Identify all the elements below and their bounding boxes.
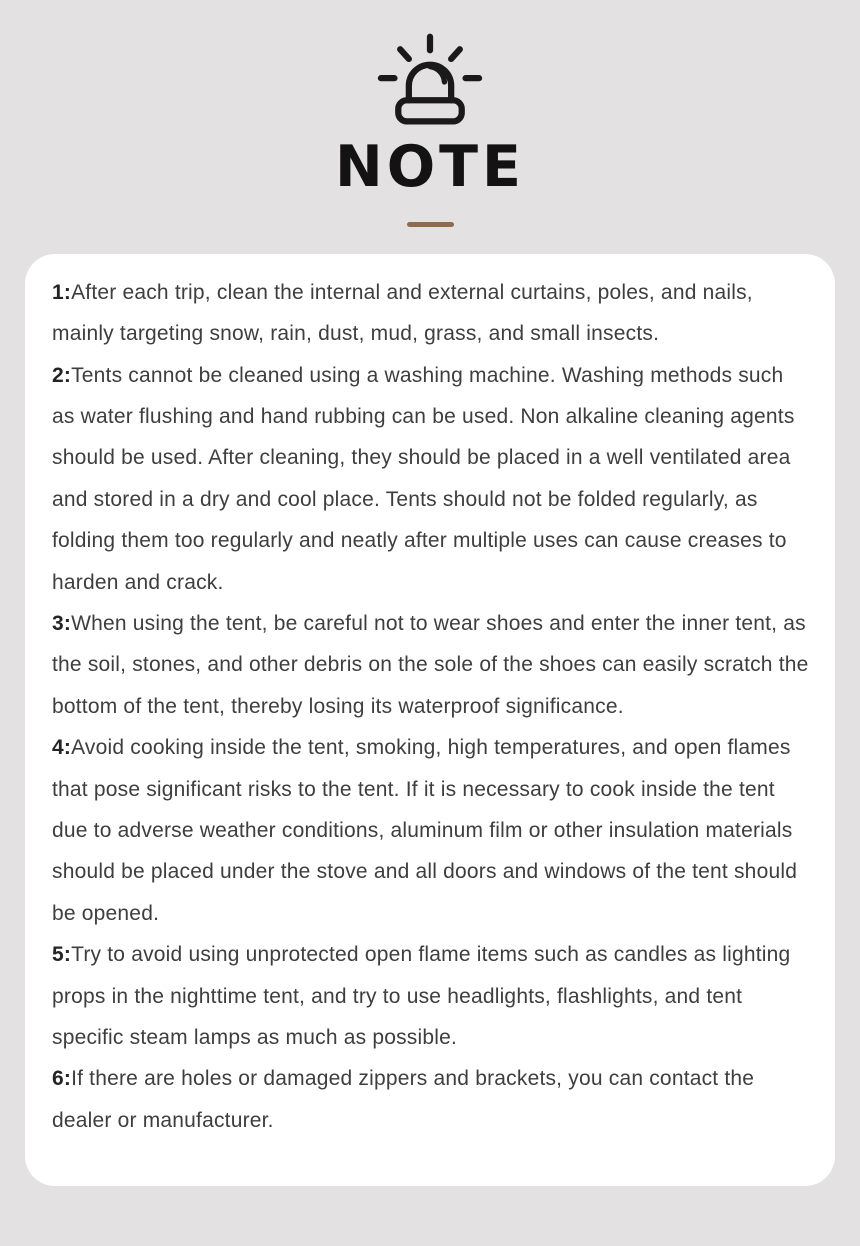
page-title: NOTE: [335, 134, 525, 200]
note-text: Tents cannot be cleaned using a washing machine. Washing methods such as water flushing and hand rubbing can be used. Non alkaline cleaning agents should be used. After cleaning, they should be placed in a well ventilated area and stored in a dry and cool place. Tents should not be folded regularly, as folding them too regularly and neatly after multiple uses can cause creases to harden and crack.: [52, 363, 795, 594]
note-number: 6:: [52, 1067, 72, 1091]
note-text: Avoid cooking inside the tent, smoking, high temperatures, and open flames that pose significant risks to the tent. If it is necessary to cook inside the tent due to adverse weather conditions, aluminum film or other insulation materials should be placed under the stove and all doors and windows of the tent should be opened.: [52, 736, 798, 925]
note-item-1: [52, 272, 809, 355]
note-text: When using the tent, be careful not to wear shoes and enter the inner tent, as the soil, stones, and other debris on the sole of the shoes can easily scratch the bottom of the tent, thereby losing its waterproof significance.: [52, 611, 809, 718]
note-item-4: [52, 727, 809, 934]
note-header: [0, 0, 860, 227]
note-item-2: [52, 355, 809, 603]
note-number: 3:: [52, 611, 72, 635]
note-number: 2:: [52, 363, 72, 387]
note-number: 4:: [52, 736, 72, 760]
note-text: If there are holes or damaged zippers and brackets, you can contact the dealer or manufacturer.: [52, 1067, 755, 1132]
note-item-5: [52, 934, 809, 1058]
note-text: After each trip, clean the internal and external curtains, poles, and nails, mainly targeting snow, rain, dust, mud, grass, and small insects.: [52, 280, 753, 346]
note-text: Try to avoid using unprotected open flame items such as candles as lighting props in the nighttime tent, and try to use headlights, flashlights, and tent specific steam lamps as much as possible.: [52, 943, 791, 1049]
siren-alarm-icon: [372, 34, 488, 130]
note-number: 1:: [52, 280, 72, 304]
title-divider: [407, 222, 454, 227]
note-item-6: [52, 1058, 809, 1141]
note-number: 5:: [52, 943, 72, 967]
note-item-3: [52, 603, 809, 727]
notes-card: [25, 254, 835, 1186]
